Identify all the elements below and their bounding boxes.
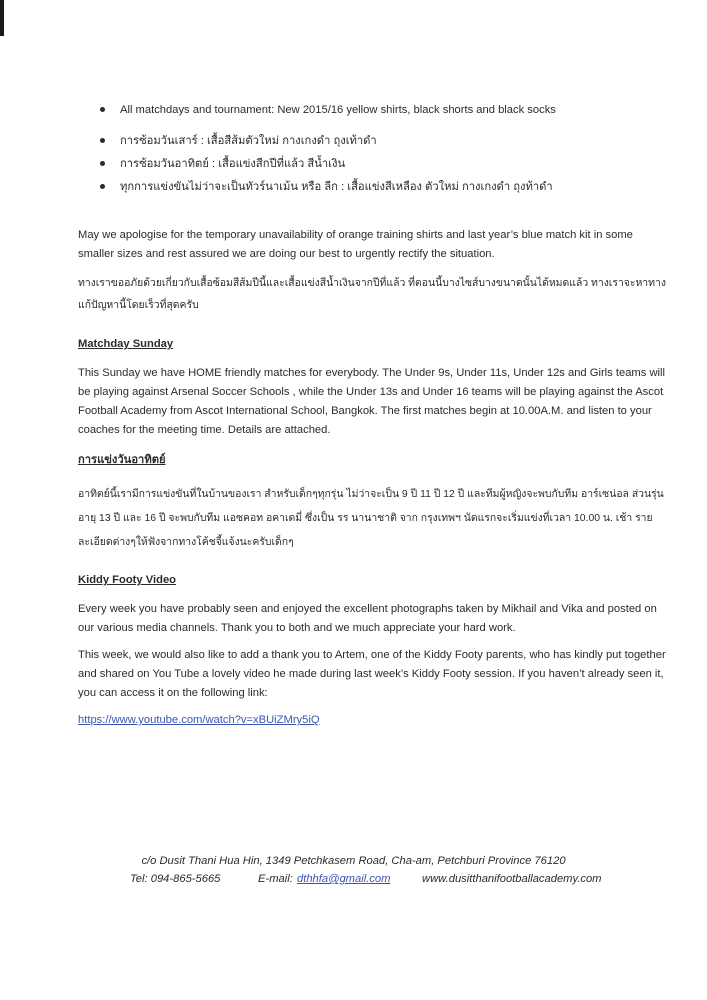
kiddy-heading: Kiddy Footy Video	[78, 574, 176, 586]
matchday-heading-th: การแข่งวันอาทิตย์	[78, 454, 166, 466]
apology-en: May we apologise for the temporary unavailability of orange training shirts and last year’s blue match kit in some smaller sizes and rest assured we are doing our best to urgently rectify the situation.	[78, 229, 633, 260]
footer-tel: Tel: 094-865-5665	[130, 873, 221, 885]
footer-email-link[interactable]: dthhfa@gmail.com	[297, 873, 391, 885]
matchday-body-en: This Sunday we have HOME friendly matches for everybody. The Under 9s, Under 11s, Under 12s and Girls teams will be playing against Arsenal Soccer Schools , while the Under 13s and Under 16 teams will be playing against the Ascot Football Academy from Ascot International School, Bangkok. The first matches begin at 10.00A.M. and listen to your coaches for the meeting time. Details are attached.	[78, 367, 665, 436]
footer-website: www.dusitthanifootballacademy.com	[422, 873, 602, 885]
youtube-link[interactable]: https://www.youtube.com/watch?v=xBUiZMry5iQ	[78, 714, 320, 726]
matchday-heading: Matchday Sunday	[78, 338, 174, 350]
kit-item-saturday: การซ้อมวันเสาร์ : เสื้อสีส้มตัวใหม่ กางเกงดำ ถุงเท้าดำ	[98, 134, 678, 148]
kit-list	[98, 103, 678, 194]
kit-item-sunday: การซ้อมวันอาทิตย์ : เสื้อแข่งสีกปีที่แล้ว สีน้ำเงิน	[98, 157, 678, 171]
footer-address: c/o Dusit Thani Hua Hin, 1349 Petchkasem Road, Cha-am, Petchburi Province 76120	[141, 855, 566, 867]
matchday-body-th: อาทิตย์นี้เรามีการแข่งขันที่ในบ้านของเรา สำหรับเด็กๆทุกรุ่น ไม่ว่าจะเป็น 9 ปี 11 ปี 12 ปี และทีมผู้หญิงจะพบกับทีม อาร์เซน่อล ส่วนรุ่นอายุ 13 ปี และ 16 ปี จะพบกับทีม แอซคอท อคาเดมี่ ซึ่งเป็น รร นานาชาติ จาก กรุงเทพฯ นัดแรกจะเริ่มแข่งที่เวลา 10.00 น. เช้า รายละเอียดต่างๆให้ฟังจากทางโค้ชจี้แจ้งนะครับเด็กๆ	[78, 489, 664, 548]
kiddy-paragraph-2: This week, we would also like to add a thank you to Artem, one of the Kiddy Footy parents, who has kindly put together and shared on You Tube a lovely video he made during last week’s Kiddy Footy session. If you haven’t already seen it, you can access it on the following link:	[78, 649, 666, 699]
apology-th: ทางเราขออภัยด้วยเกี่ยวกับเสื้อซ้อมสีส้มปีนี้และเสื้อแข่งสีน้ำเงินจากปีที่แล้ว ที่ตอนนี้บางไซส์บางขนาดนั้นได้หมดแล้ว ทางเราจะหาทางแก้ปัญหานี้โดยเร็วที่สุดครับ	[78, 278, 666, 311]
kiddy-paragraph-1: Every week you have probably seen and enjoyed the excellent photographs taken by Mikhail and Vika and posted on our various media channels. Thank you to both and we much appreciate your hard work.	[78, 603, 657, 634]
kit-item-tournament: ทุกการแข่งขันไม่ว่าจะเป็นทัวร์นาเม้น หรือ ลีก : เสื้อแข่งสีเหลือง ตัวใหม่ กางเกงดำ ถุงท้าดำ	[98, 180, 678, 194]
footer-email-label: E-mail:	[258, 873, 293, 885]
kit-item-matchday: All matchdays and tournament: New 2015/16 yellow shirts, black shorts and black socks	[98, 103, 678, 117]
